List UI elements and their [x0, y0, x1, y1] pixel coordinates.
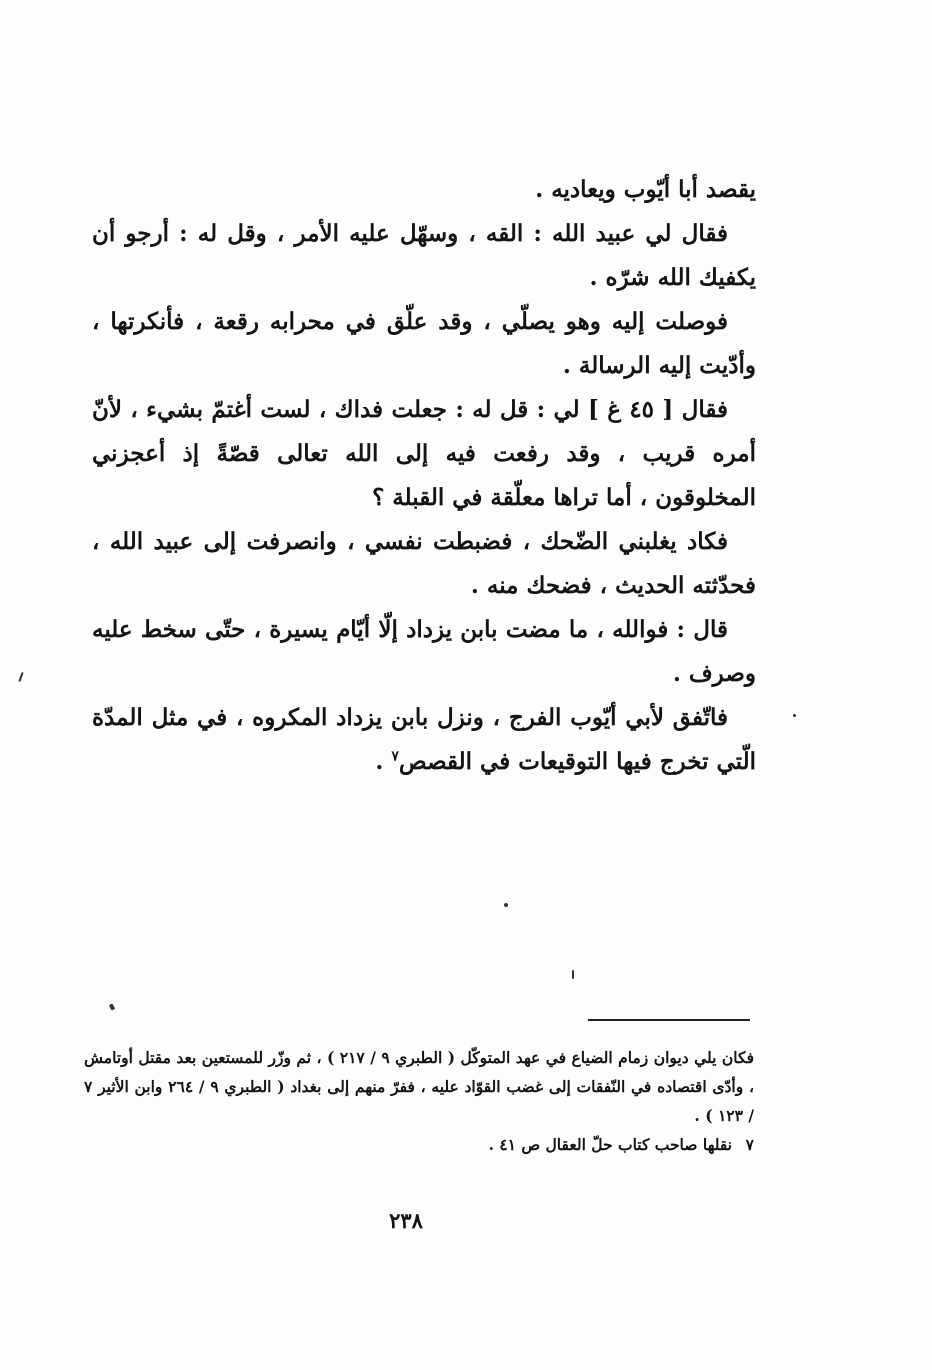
paragraph-4: فقال [ ٤٥ غ ] لي : قل له : جعلت فداك ، لست أغتمّ بشيء ، لأنّ أمره قريب ، وقد رفعت فيه إلى الله تعالى قصّةً إذ أعجزني المخلوقون ، أما تراها معلّقة في القبلة ؟ [92, 396, 756, 511]
paragraph-7-text: فاتّفق لأبي أيّوب الفرج ، ونزل بابن يزداد المكروه ، في مثل المدّة الّتي تخرج فيها التوقيعات في القصص [92, 704, 756, 775]
scan-speck [18, 672, 23, 682]
footnote-continued: فكان يلي ديوان زمام الضياع في عهد المتوكّل ( الطبري ٩ / ٢١٧ ) ، ثم وزّر للمستعين بعد مقتل أوتامش ، وأدّى اقتصاده في النّفقات إلى غضب القوّاد عليه ، ففرّ منهم إلى بغداد ( الطبري ٩ / ٢٦٤ وابن الأثير ٧ / ١٢٣ ) . [84, 1048, 754, 1125]
footnote-7 [84, 1130, 754, 1159]
scan-speck [572, 970, 574, 979]
paragraph-3: فوصلت إليه وهو يصلّي ، وقد علّق في محرابه رقعة ، فأنكرتها ، وأدّيت إليه الرسالة . [92, 308, 756, 379]
paragraph-5: فكاد يغلبني الضّحك ، فضبطت نفسي ، وانصرفت إلى عبيد الله ، فحدّثته الحديث ، فضحك منه . [92, 528, 756, 599]
scan-speck [504, 903, 508, 907]
footnote-reference-7: ٧ [391, 748, 399, 765]
paragraph-7-end: . [375, 748, 392, 775]
main-text [92, 168, 756, 784]
footnote-7-text: نقلها صاحب كتاب حلّ العقال ص ٤١ . [488, 1135, 732, 1154]
scan-speck [109, 1003, 115, 1010]
page-number: ٢٣٨ [389, 1208, 423, 1233]
footnotes [84, 1043, 754, 1159]
paragraph-7 [92, 696, 756, 784]
footnote-separator [588, 1019, 750, 1021]
paragraph-6: قال : فوالله ، ما مضت بابن يزداد إلّا أيّام يسيرة ، حتّى سخط عليه وصرف . [92, 616, 756, 687]
paragraph-1: يقصد أبا أيّوب ويعاديه . [535, 176, 756, 203]
scan-speck [793, 714, 796, 717]
paragraph-2: فقال لي عبيد الله : القه ، وسهّل عليه الأمر ، وقل له : أرجو أن يكفيك الله شرّه . [92, 220, 756, 291]
footnote-7-number: ٧ [745, 1135, 754, 1154]
